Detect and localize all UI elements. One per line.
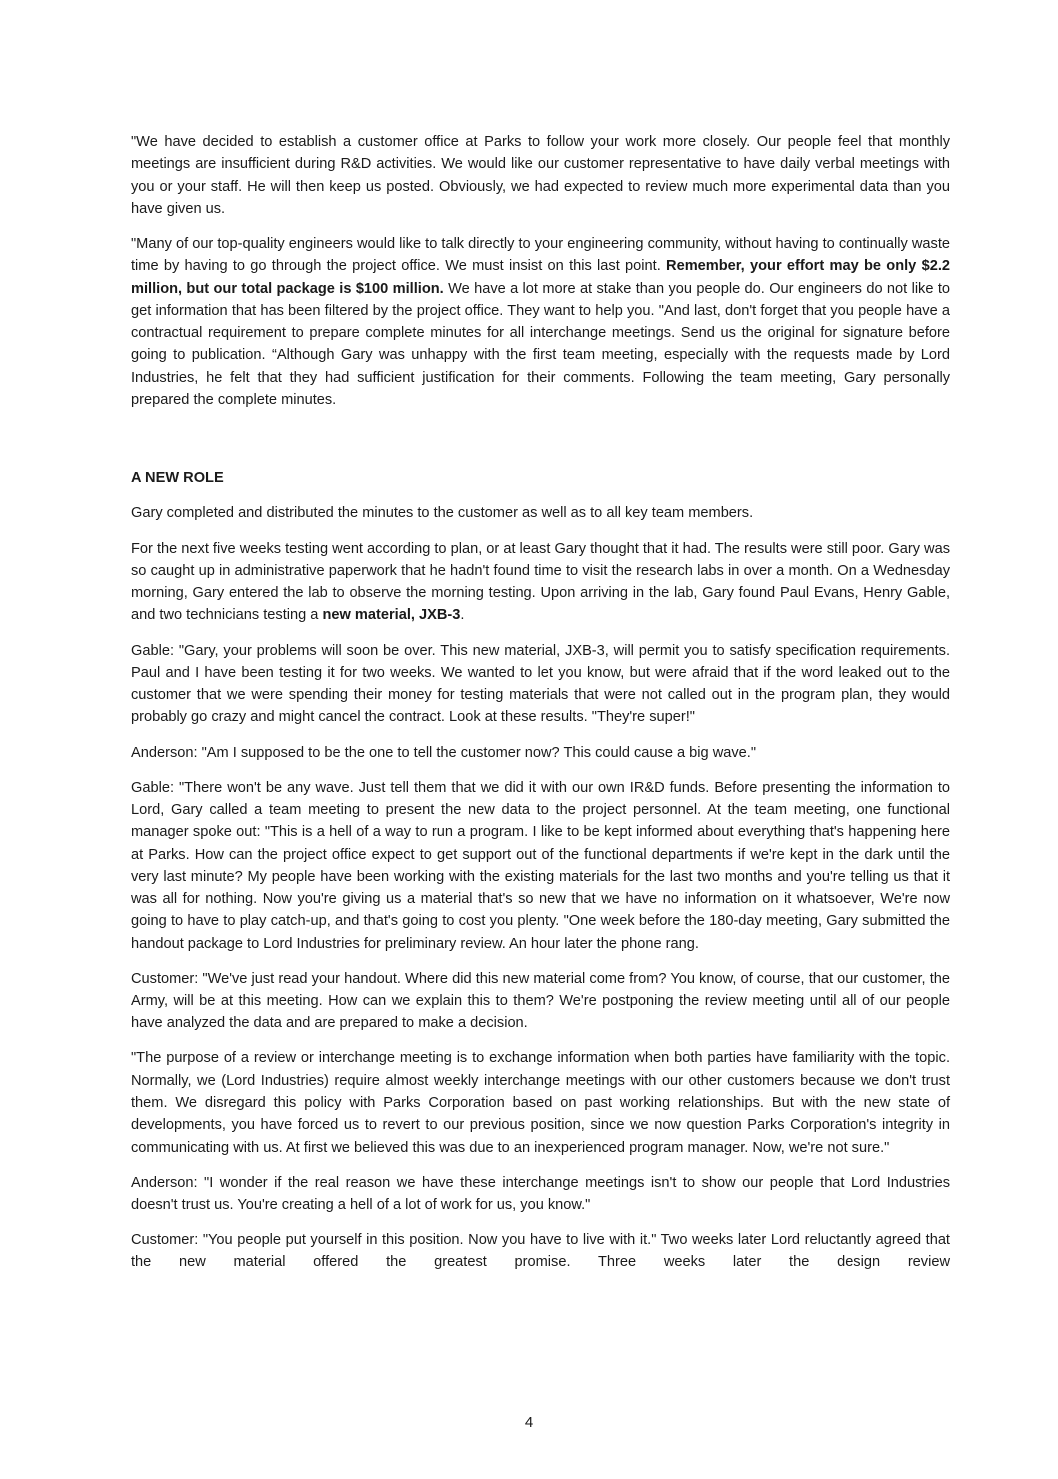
paragraph-text: For the next five weeks testing went according to plan, or at least Gary thought that it had. The results were still poor. Gary was so caught up in administrative paperwork that he hadn't found time to visit the research labs in over a month. On a Wednesday morning, Gary entered the lab to observe the morning testing. Upon arriving in the lab, Gary found Paul Evans, Henry Gable, and two technicians testing a (131, 540, 951, 624)
paragraph-text: We have a lot more at stake than you people do. Our engineers do not like to get information that has been filtered by the project office. They want to help you. "And last, don't forget that you people have a contractual requirement to prepare complete minutes for all interchange meetings. Send us the original for signature before going to publication. “Although Gary was unhappy with the first team meeting, especially with the requests made by Lord Industries, he felt that they had sufficient justification for their comments. Following the team meeting, Gary personally prepared the complete minutes. (131, 280, 951, 409)
bold-emphasis: Remember, your effort may be only $2.2 million, but our total package is $100 million. (131, 258, 950, 297)
paragraph-text: "Many of our top-quality engineers would like to talk directly to your engineering community, without having to continually waste time by having to go through the project office. We must insist on this last point. (131, 235, 950, 275)
paragraph-gable-no-wave: Gable: "There won't be any wave. Just tell them that we did it with our own IR&D funds. Before presenting the information to Lord, Gary called a team meeting to present the new data to the project personnel. At the team meeting, one functional manager spoke out: "This is a hell of a way to run a program. I like to be kept informed about everything that's happening here at Parks. How can the project office expect to get support out of the functional departments if we're kept in the dark until the very last minute? My people have been working with the existing materials for the last two months and you're telling us that it was all for nothing. Now you're giving us a material that's so new that we have no information on it whatsoever, We're now going to have to play catch-up, and that's going to cost you plenty. "One week before the 180-day meeting, Gary submitted the handout package to Lord Industries for preliminary review. An hour later the phone rang. (131, 779, 950, 952)
paragraph-engineers-request (131, 233, 950, 411)
paragraph-testing (131, 538, 950, 627)
bold-emphasis: new material, JXB-3 (322, 607, 461, 624)
paragraph-gable-new-material: Gable: "Gary, your problems will soon be over. This new material, JXB-3, will permit you to satisfy specification requirements. Paul and I have been testing it for two weeks. We wanted to let you know, but were afraid that if the word leaked out to the customer that we were spending their money for testing materials that were not called out in the program plan, they would probably go crazy and might cancel the contract. Look at these results. "They're super!" (131, 642, 950, 726)
page-number: 4 (524, 1414, 534, 1431)
document-body (131, 131, 950, 1274)
paragraph-review-purpose: "The purpose of a review or interchange meeting is to exchange information when both parties have familiarity with the topic. Normally, we (Lord Industries) require almost weekly interchange meetings with our other customers because we don't trust them. We disregard this policy with Parks Corporation based on past working relationships. But with the new state of developments, you have forced us to revert to our previous position, since we now question Parks Corporation's integrity in communicating with us. At first we believed this was due to an inexperienced program manager. Now, we're not sure." (131, 1050, 950, 1156)
paragraph-anderson-wave: Anderson: "Am I supposed to be the one to tell the customer now? This could cause a big wave." (131, 744, 757, 761)
paragraph-customer-handout: Customer: "We've just read your handout. Where did this new material come from? You know, of course, that our customer, the Army, will be at this meeting. How can we explain this to them? We're postponing the review meeting until all of our people have analyzed the data and are prepared to make a decision. (131, 970, 950, 1032)
paragraph-customer-office: "We have decided to establish a customer office at Parks to follow your work more closely. Our people feel that monthly meetings are insufficient during R&D activities. We would like our customer representative to have daily verbal meetings with you or your staff. He will then keep us posted. Obviously, we had expected to review much more experimental data than you have given us. (131, 134, 950, 217)
paragraph-text: . (460, 607, 465, 624)
paragraph-anderson-trust: Anderson: "I wonder if the real reason we have these interchange meetings isn't to show our people that Lord Industries doesn't trust us. You're creating a hell of a lot of work for us, you know." (131, 1174, 950, 1214)
section-heading: A NEW ROLE (131, 470, 224, 487)
paragraph-customer-position: Customer: "You people put yourself in this position. Now you have to live with it." Two weeks later Lord reluctantly agreed that the new material offered the greatest promise. Three weeks later the design review (131, 1232, 950, 1271)
paragraph-minutes-distributed: Gary completed and distributed the minutes to the customer as well as to all key team members. (131, 505, 754, 522)
